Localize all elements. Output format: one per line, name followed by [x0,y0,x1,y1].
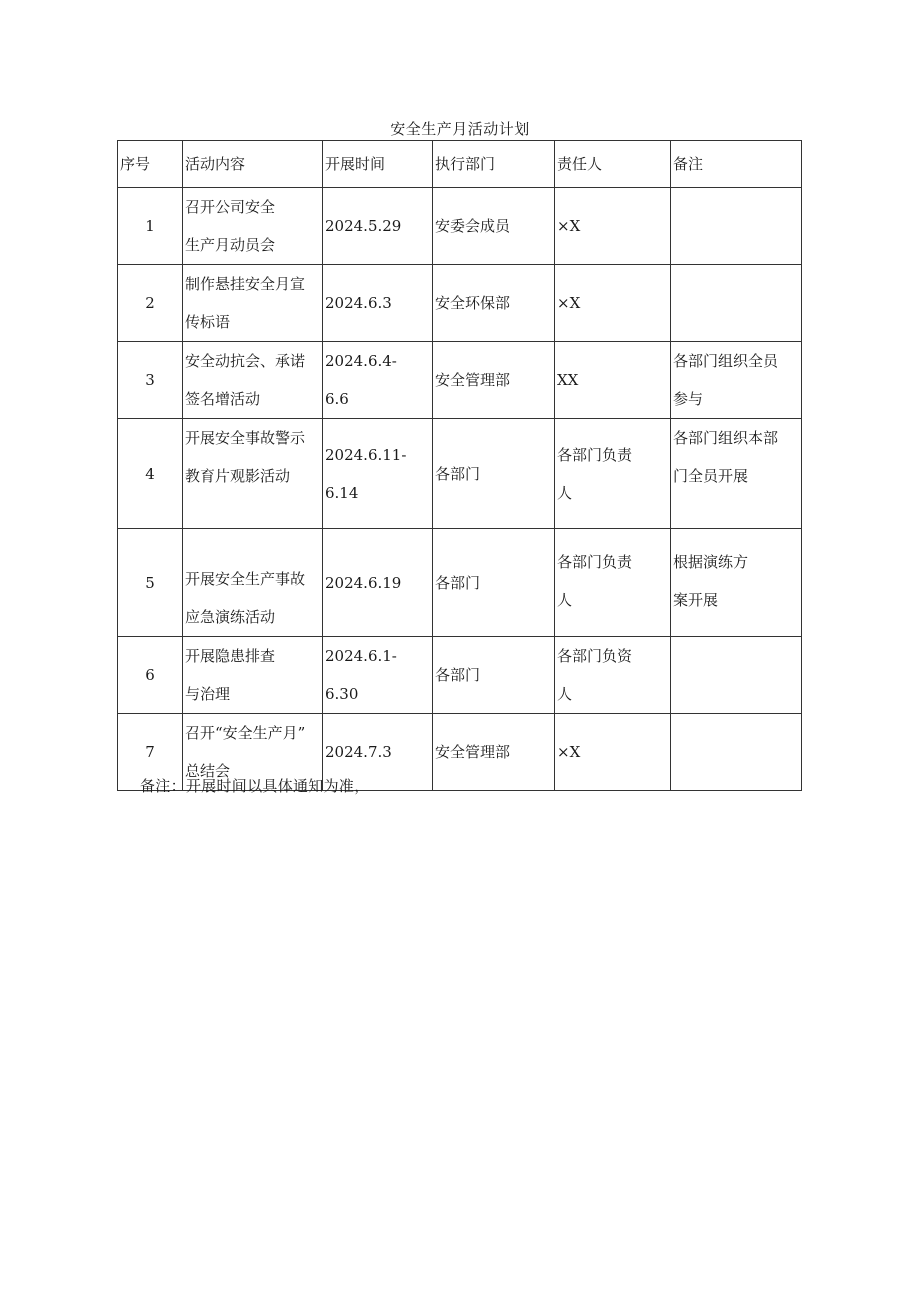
cell-line: 6.30 [325,685,359,703]
cell-line: 门全员开展 [673,467,749,485]
table-row [118,265,802,342]
cell-line: 开展安全生产事故 [185,570,306,588]
cell-remark [671,637,802,714]
cell-line: 各部门组织本部 [673,429,779,447]
cell-dept: 各部门 [433,529,555,637]
cell-activity [183,419,323,529]
cell-remark [671,714,802,791]
cell-seq: 3 [118,342,183,419]
cell-line: ×X [557,217,581,235]
cell-line: 安全动抗会、承诺 [185,352,306,370]
cell-line: 根据演练方 [673,553,749,571]
cell-line: 6.14 [325,483,359,502]
cell-line: 应急演练活动 [185,608,276,626]
cell-time [323,637,433,714]
cell-line: 案开展 [673,591,719,609]
cell-line: 与治理 [185,685,231,703]
cell-dept: 安全环保部 [433,265,555,342]
cell-seq: 7 [118,714,183,791]
cell-line: 总结会 [185,762,231,780]
cell-line: 人 [557,685,573,703]
table-row [118,342,802,419]
cell-line: 2024.7.3 [325,743,392,761]
cell-time [323,419,433,529]
cell-time [323,188,433,265]
cell-activity [183,529,323,637]
cell-line: 6.6 [325,390,349,408]
cell-dept: 各部门 [433,419,555,529]
cell-line: 开展隐患排查 [185,647,276,665]
cell-time [323,529,433,637]
cell-line: 教育片观影活动 [185,467,291,485]
cell-dept: 安全管理部 [433,714,555,791]
cell-owner [555,265,671,342]
cell-seq: 5 [118,529,183,637]
cell-line: 2024.6.4- [325,352,397,370]
cell-dept: 各部门 [433,637,555,714]
cell-line: 生产月动员会 [185,236,276,254]
cell-owner [555,637,671,714]
cell-time [323,265,433,342]
table-row [118,637,802,714]
cell-line: 制作悬挂安全月宣 [185,275,306,293]
cell-owner [555,188,671,265]
cell-seq: 2 [118,265,183,342]
cell-remark [671,529,802,637]
cell-line: 召开“安全生产月” [185,724,306,742]
cell-line: 参与 [673,390,704,408]
page-title: 安全生产月活动计划 [390,120,530,138]
cell-activity [183,265,323,342]
cell-seq: 4 [118,419,183,529]
footnote: 备注：开展时间以具体通知为准， [140,777,370,795]
cell-activity [183,188,323,265]
cell-remark [671,188,802,265]
header-remark: 备注 [671,141,802,188]
cell-line: 2024.6.1- [325,647,397,665]
header-owner: 责任人 [555,141,671,188]
header-time: 开展时间 [323,141,433,188]
cell-line: 2024.6.11- [325,445,407,464]
cell-line: XX [557,371,579,389]
cell-line: 2024.5.29 [325,217,402,235]
cell-line: 人 [557,591,573,609]
cell-dept: 安委会成员 [433,188,555,265]
cell-line: 各部门负责 [557,553,633,571]
cell-line: 2024.6.3 [325,294,392,312]
cell-time [323,342,433,419]
cell-line: 签名增活动 [185,390,261,408]
cell-remark [671,419,802,529]
cell-activity [183,342,323,419]
cell-line: 各部门负资 [557,647,633,665]
header-dept: 执行部门 [433,141,555,188]
table-header-row [118,141,802,188]
cell-owner [555,529,671,637]
header-activity: 活动内容 [183,141,323,188]
cell-line: ×X [557,743,581,761]
cell-line: 各部门负责 [557,445,633,464]
cell-line: 传标语 [185,313,231,331]
cell-owner [555,714,671,791]
cell-line: 人 [557,483,573,502]
cell-owner [555,419,671,529]
cell-line: 召开公司安全 [185,198,276,216]
cell-remark [671,342,802,419]
cell-remark [671,265,802,342]
cell-dept: 安全管理部 [433,342,555,419]
table-row [118,188,802,265]
cell-line: ×X [557,294,581,312]
cell-seq: 6 [118,637,183,714]
cell-line: 开展安全事故警示 [185,429,306,447]
cell-seq: 1 [118,188,183,265]
cell-activity [183,637,323,714]
header-seq: 序号 [118,141,183,188]
activity-plan-table [117,140,802,791]
cell-line: 各部门组织全员 [673,352,779,370]
table-row [118,419,802,529]
table-row [118,529,802,637]
cell-owner [555,342,671,419]
cell-line: 2024.6.19 [325,573,402,592]
